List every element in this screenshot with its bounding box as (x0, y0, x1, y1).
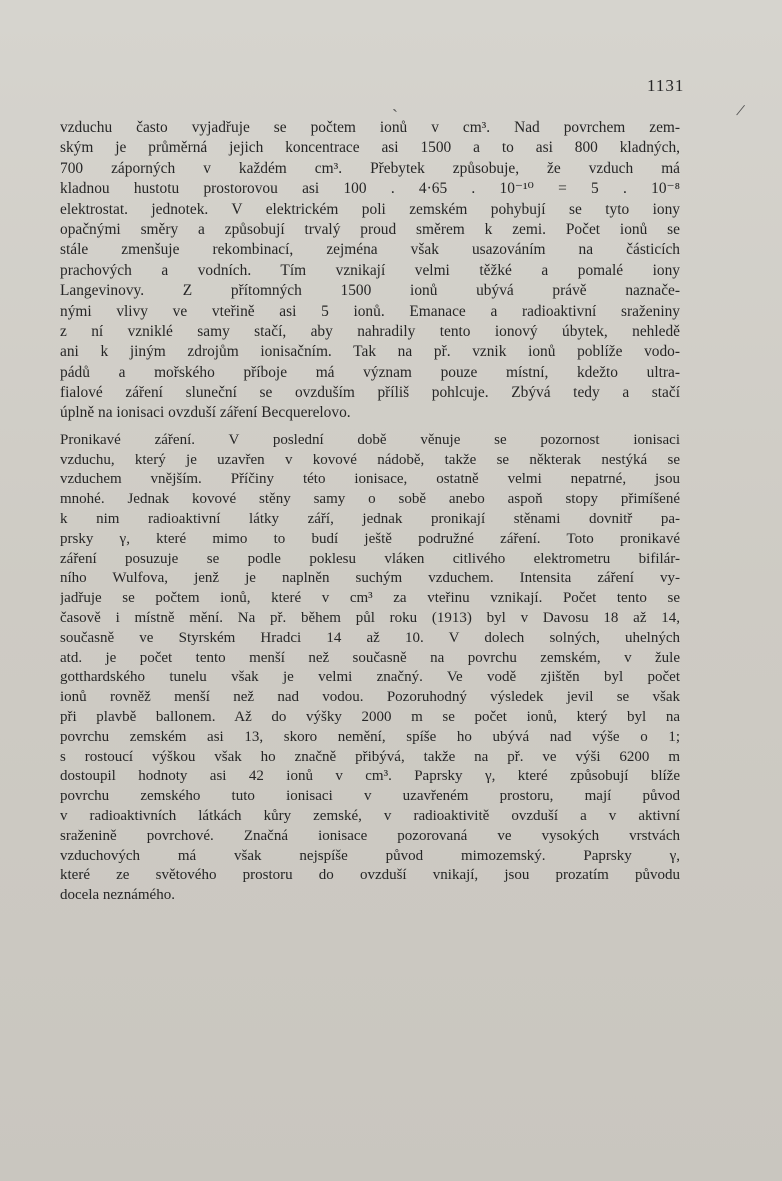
text-line: povrchu zemském asi 13, skoro nemění, spíše ho ubývá nad výše o 1; (60, 728, 680, 745)
text-line: pádů a mořského příboje má význam pouze místní, kdežto ultra- (60, 363, 680, 381)
text-line: nými vlivy ve vteřině asi 5 ionů. Emanace a radioaktivní sraženiny (60, 302, 680, 320)
text-line: s rostoucí výškou však ho značně přibývá, takže na př. ve výši 6200 m (60, 748, 680, 765)
text-line: vzduchem vnějším. Příčiny této ionisace, ostatně velmi nepatrné, jsou (60, 471, 680, 488)
text-line: ionů rovněž menší než nad vodou. Pozoruhodný výsledek jevil se však (60, 689, 680, 706)
text-line: ani k jiným zdrojům ionisačním. Tak na př. vznik ionů poblíže vodo- (60, 343, 680, 361)
text-line: docela neznámého. (60, 887, 175, 904)
paragraph-penetrating-radiation (60, 431, 680, 906)
text-line: záření posuzuje se podle poklesu vláken citlivého elektrometru bifilár- (60, 550, 680, 567)
text-line: v radioaktivních látkách kůry zemské, v radioaktivitě ovzduší a v aktivní (60, 808, 680, 824)
text-line: úplně na ionisaci ovzduší záření Becquerelovo. (60, 404, 351, 422)
text-line: které ze světového prostoru do ovzduší vnikají, jsou prozatím původu (60, 867, 680, 884)
scan-scratch: / (734, 99, 747, 121)
paragraph-ionisation (60, 118, 680, 424)
text-line: fialové záření sluneční se ovzduším příliš pohlcuje. Zbývá tedy a stačí (60, 384, 680, 402)
text-line: opačnými směry a způsobují trvalý proud směrem k zemi. Počet ionů se (60, 220, 680, 238)
text-line: současně ve Styrském Hradci 14 až 10. V dolech solných, uhelných (60, 629, 680, 646)
text-line: prachových a vodních. Tím vznikají velmi těžké a pomalé iony (60, 261, 680, 279)
text-line: jadřuje se počtem ionů, které v cm³ za vteřinu vznikají. Počet tento se (60, 590, 680, 607)
text-line: dostoupil hodnoty asi 42 ionů v cm³. Paprsky γ, které způsobují blíže (60, 768, 680, 785)
text-line: 700 záporných v každém cm³. Přebytek způsobuje, že vzduch má (60, 159, 680, 177)
text-line: vzduchu často vyjadřuje se počtem ionů v cm³. Nad povrchem zem- (60, 119, 680, 136)
text-line: Pronikavé záření. V poslední době věnuje se pozornost ionisaci (60, 431, 680, 448)
text-line: prsky γ, které mimo to budí ještě podružné záření. Toto pronikavé (60, 530, 680, 547)
text-line: při plavbě ballonem. Až do výšky 2000 m se počet ionů, který byl na (60, 709, 680, 726)
text-line: k nim radioaktivní látky září, jednak pronikají stěnami dovnitř pa- (60, 511, 680, 528)
text-line: z ní vzniklé samy stačí, aby nahradily tento ionový úbytek, nehledě (60, 322, 680, 340)
text-line: povrchu zemského tuto ionisaci v uzavřeném prostoru, mají původ (60, 788, 680, 805)
text-line: stále zmenšuje rekombinací, zejména však usazováním na částicích (60, 241, 680, 259)
body-text (60, 118, 680, 906)
text-line: Langevinovy. Z přítomných 1500 ionů ubývá právě naznače- (60, 282, 680, 300)
text-line: ským je průměrná jejich koncentrace asi 1500 a to asi 800 kladných, (60, 139, 680, 157)
text-line: mnohé. Jednak kovové stěny samy o sobě anebo aspoň stopy přimíšené (60, 491, 680, 508)
text-line: vzduchových má však nejspíše původ mimozemský. Paprsky γ, (60, 847, 680, 864)
text-line: elektrostat. jednotek. V elektrickém poli zemském pohybují se tyto iony (60, 200, 680, 218)
text-line: kladnou hustotu prostorovou asi 100 . 4·65 . 10⁻¹⁰ = 5 . 10⁻⁸ (60, 180, 680, 198)
text-line: ního Wulfova, jenž je naplněn suchým vzduchem. Intensita záření vy- (60, 570, 680, 587)
page-number: 1131 (647, 76, 685, 95)
text-line: vzduchu, který je uzavřen v kovové nádobě, takže se některak nestýká se (60, 451, 680, 468)
scan-speck: ˎ (392, 92, 398, 112)
text-line: sraženině povrchové. Značná ionisace pozorovaná ve vysokých vrstvách (60, 827, 680, 844)
text-line: gotthardského tunelu však je velmi značný. Ve vodě zjištěn byl počet (60, 669, 680, 686)
text-line: časově i místně mění. Na př. během půl roku (1913) byl v Davosu 18 až 14, (60, 610, 680, 627)
text-line: atd. je počet tento menší než současně na povrchu zemském, v žule (60, 649, 680, 666)
